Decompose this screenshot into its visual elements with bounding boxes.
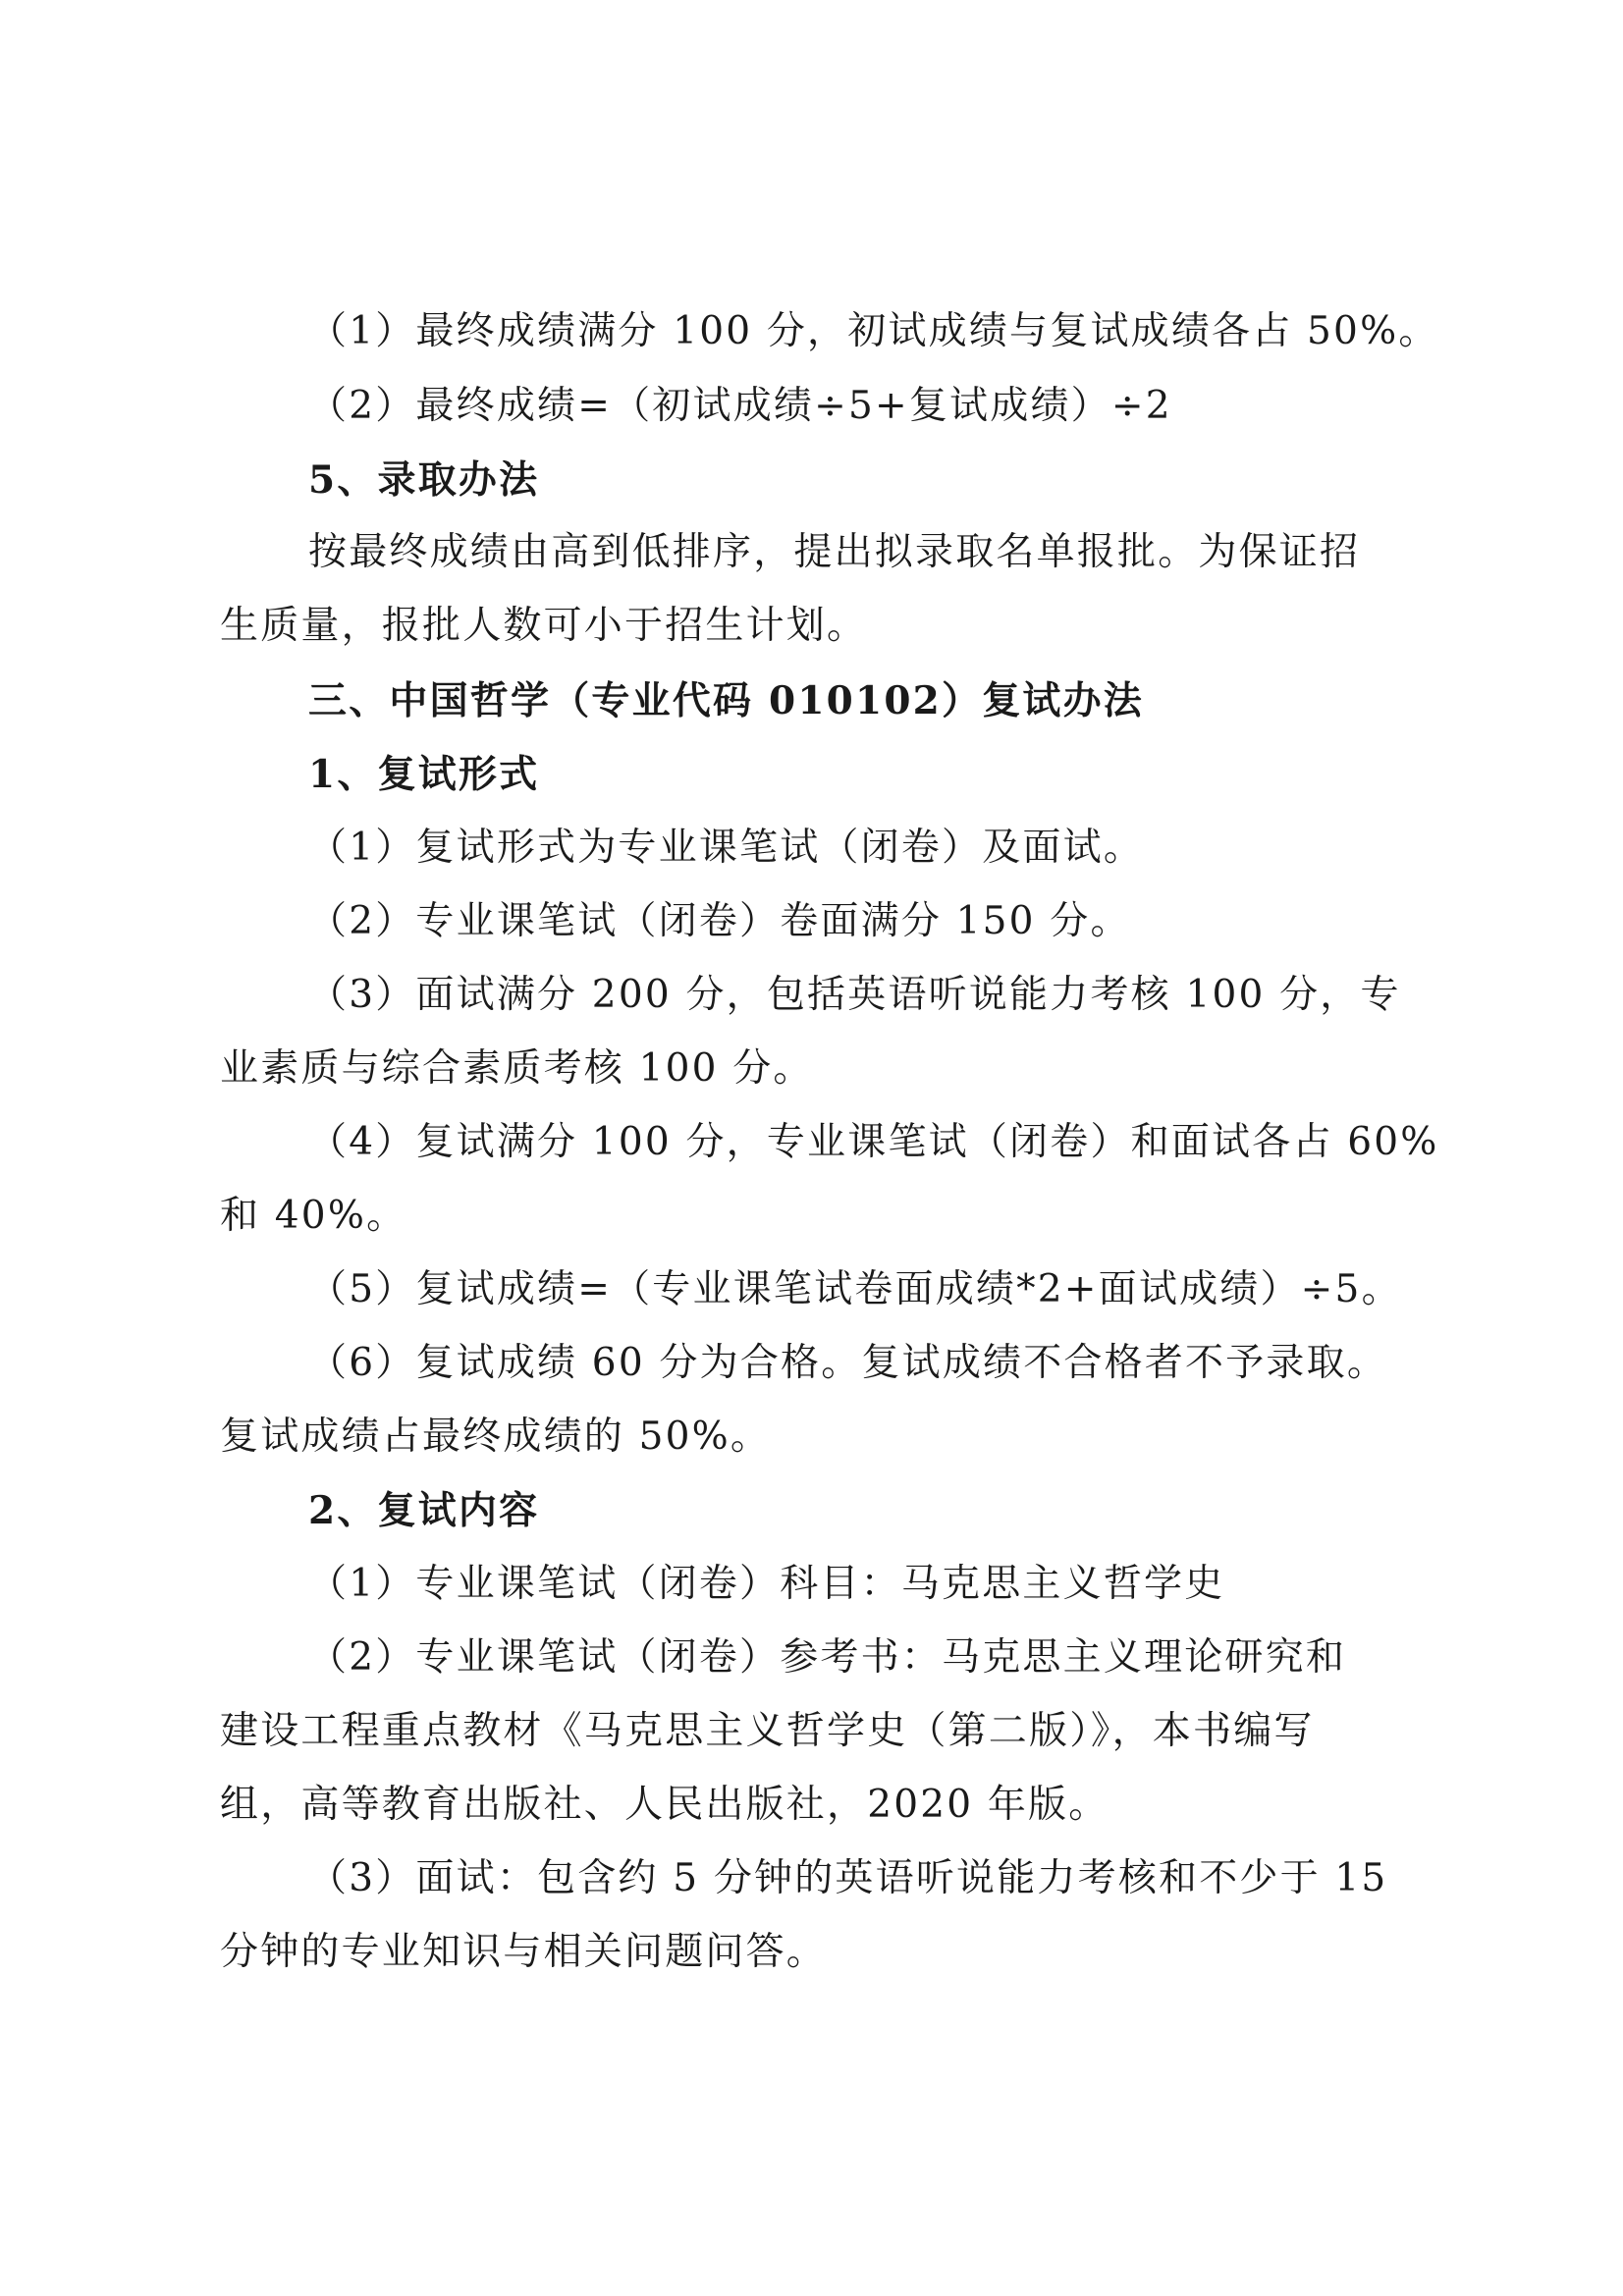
final-score-rule-1: （1）最终成绩满分 100 分，初试成绩与复试成绩各占 50%。 xyxy=(308,309,1439,353)
retest-format-item-6-line-2: 复试成绩占最终成绩的 50%。 xyxy=(220,1415,772,1459)
subsection-heading-retest-format: 1、复试形式 xyxy=(308,752,540,797)
retest-content-item-3-line-2: 分钟的专业知识与相关问题问答。 xyxy=(220,1930,828,1974)
retest-format-item-3-line-2: 业素质与综合素质考核 100 分。 xyxy=(220,1046,814,1091)
retest-format-item-4-line-1: （4）复试满分 100 分，专业课笔试（闭卷）和面试各占 60% xyxy=(308,1120,1439,1164)
section-heading-chinese-philosophy: 三、中国哲学（专业代码 010102）复试办法 xyxy=(308,678,1144,723)
retest-format-item-1: （1）复试形式为专业课笔试（闭卷）及面试。 xyxy=(308,826,1145,870)
retest-format-item-4-line-2: 和 40%。 xyxy=(220,1194,407,1238)
retest-content-item-2-line-1: （2）专业课笔试（闭卷）参考书：马克思主义理论研究和 xyxy=(308,1635,1347,1680)
retest-format-item-3-line-1: （3）面试满分 200 分，包括英语听说能力考核 100 分，专 xyxy=(308,973,1401,1017)
section-heading-admission-method: 5、录取办法 xyxy=(308,457,540,503)
retest-content-item-3-line-1: （3）面试：包含约 5 分钟的英语听说能力考核和不少于 15 xyxy=(308,1856,1388,1900)
admission-method-paragraph-line-1: 按最终成绩由高到低排序，提出拟录取名单报批。为保证招 xyxy=(308,530,1361,574)
retest-format-item-2: （2）专业课笔试（闭卷）卷面满分 150 分。 xyxy=(308,899,1131,943)
retest-content-item-2-line-2: 建设工程重点教材《马克思主义哲学史（第二版）》，本书编写 xyxy=(220,1709,1315,1753)
retest-format-item-5: （5）复试成绩=（专业课笔试卷面成绩*2+面试成绩）÷5。 xyxy=(308,1267,1402,1311)
retest-format-item-6-line-1: （6）复试成绩 60 分为合格。复试成绩不合格者不予录取。 xyxy=(308,1341,1388,1385)
final-score-rule-2: （2）最终成绩=（初试成绩÷5+复试成绩）÷2 xyxy=(308,384,1172,428)
retest-content-item-2-line-3: 组，高等教育出版社、人民出版社，2020 年版。 xyxy=(220,1783,1109,1827)
admission-method-paragraph-line-2: 生质量，报批人数可小于招生计划。 xyxy=(220,604,868,648)
retest-content-item-1: （1）专业课笔试（闭卷）科目：马克思主义哲学史 xyxy=(308,1562,1225,1606)
subsection-heading-retest-content: 2、复试内容 xyxy=(308,1488,540,1533)
